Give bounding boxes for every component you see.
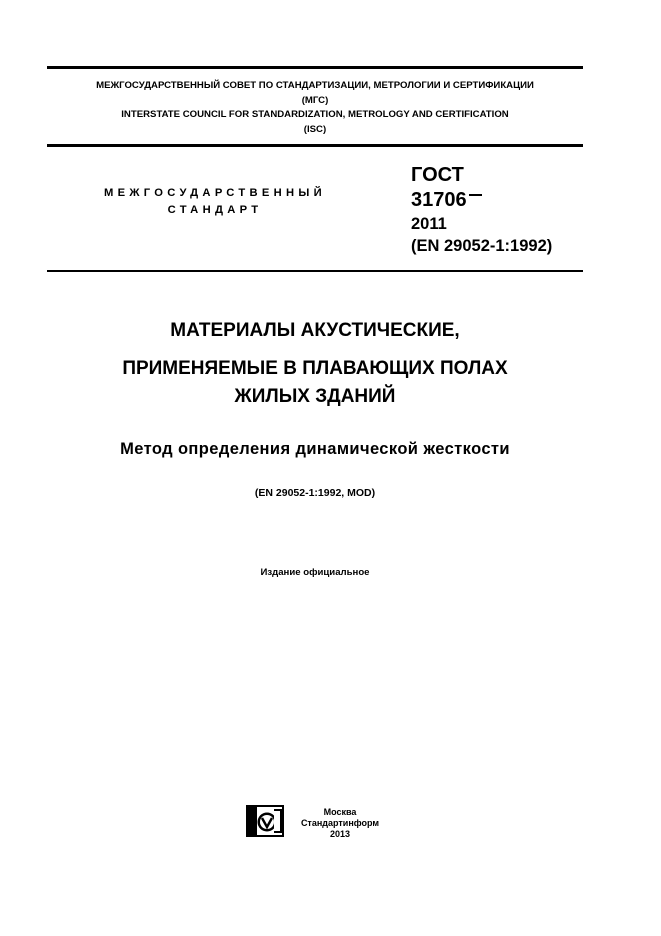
dash-mark: [469, 194, 482, 196]
title-line3: ЖИЛЫХ ЗДАНИЙ: [234, 386, 396, 407]
middle-rule: [47, 144, 583, 147]
council-name-en: INTERSTATE COUNCIL FOR STANDARDIZATION, METROLOGY AND CERTIFICATION: [121, 109, 509, 120]
gost-number: 31706: [411, 189, 467, 211]
council-abbr-en: (ISC): [303, 124, 327, 135]
title-line1: МАТЕРИАЛЫ АКУСТИЧЕСКИЕ,: [170, 320, 460, 341]
gost-number-line: [411, 188, 552, 213]
document-subtitle: Метод определения динамической жесткости: [120, 440, 510, 458]
publisher-city: Москва: [323, 807, 357, 817]
gost-year: 2011: [411, 215, 447, 233]
edition-note: Издание официальное: [260, 567, 370, 578]
standard-type-line2: СТАНДАРТ: [167, 204, 263, 216]
en-reference: (EN 29052-1:1992): [411, 237, 553, 255]
modification-note: (EN 29052-1:1992, MOD): [254, 487, 376, 499]
bottom-rule: [47, 270, 583, 272]
publisher-year: 2013: [329, 829, 351, 839]
gost-label: ГОСТ: [411, 164, 464, 186]
council-abbr-ru: (МГС): [301, 95, 329, 106]
title-line2: ПРИМЕНЯЕМЫЕ В ПЛАВАЮЩИХ ПОЛАХ: [122, 358, 508, 379]
standard-designation: [411, 163, 552, 257]
council-name-ru: МЕЖГОСУДАРСТВЕННЫЙ СОВЕТ ПО СТАНДАРТИЗАЦИИ, МЕТРОЛОГИИ И СЕРТИФИКАЦИИ: [96, 80, 534, 91]
publisher-name: Стандартинформ: [300, 818, 380, 828]
standard-type-line1: МЕЖГОСУДАРСТВЕННЫЙ: [103, 187, 327, 199]
standartinform-logo-icon: [246, 805, 284, 837]
top-rule: [47, 66, 583, 69]
